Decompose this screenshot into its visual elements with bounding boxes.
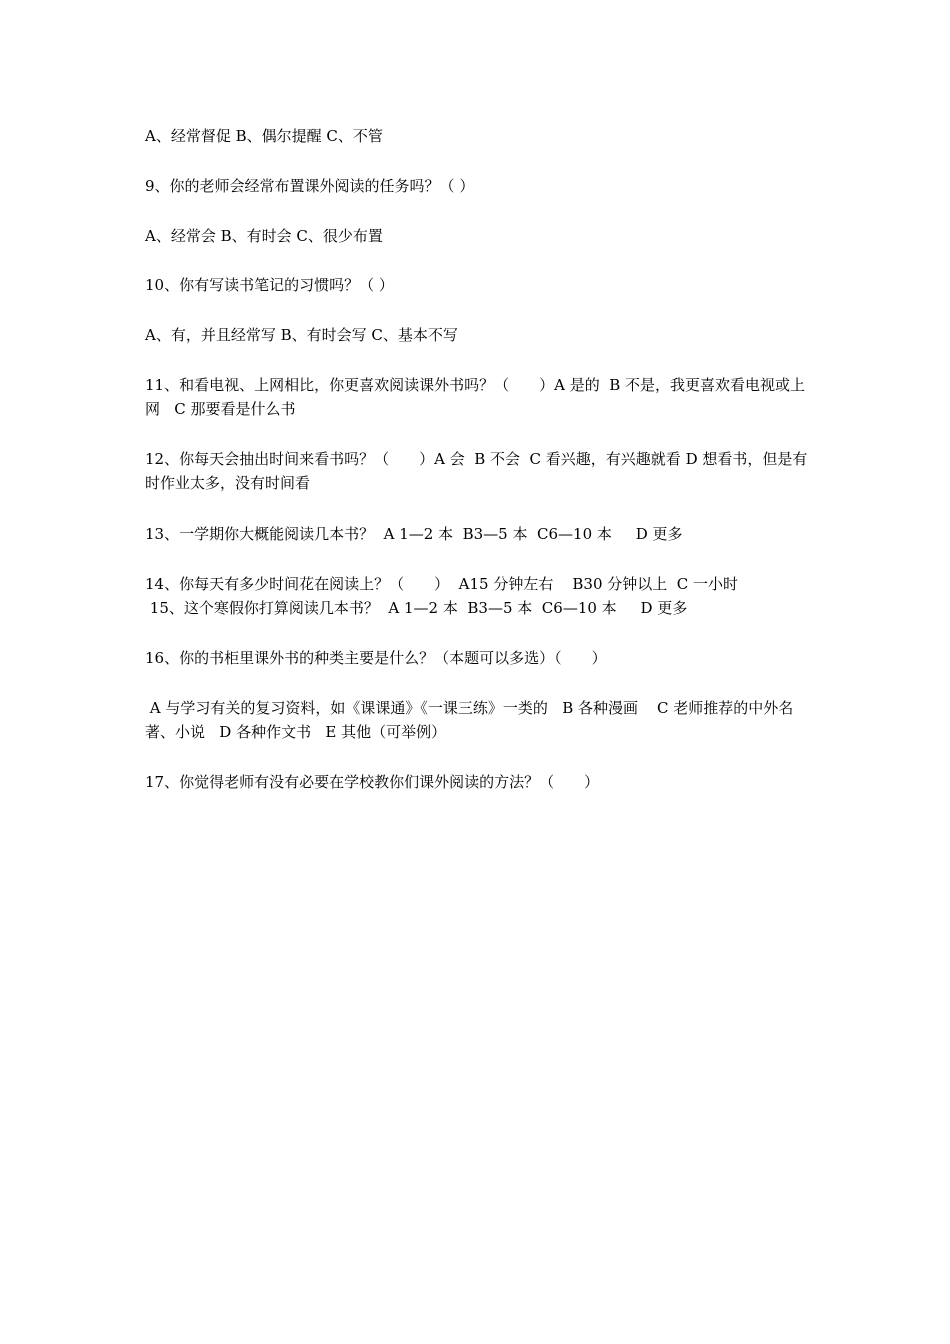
answer-options-line: A、经常督促 B、偶尔提醒 C、不管	[145, 127, 383, 145]
question-14: 14、你每天有多少时间花在阅读上？（ ） A15 分钟左右 B30 分钟以上 C 一小时	[145, 575, 739, 593]
answer-options-10: A、有，并且经常写 B、有时会写 C、基本不写	[145, 326, 458, 344]
answer-options-16: A 与学习有关的复习资料，如《课课通》《一课三练》一类的 B 各种漫画 C 老师推荐的中外名著、小说 D 各种作文书 E 其他（可举例）	[145, 699, 794, 741]
question-16: 16、你的书柜里课外书的种类主要是什么？（本题可以多选）（ ）	[145, 649, 607, 667]
question-9: 9、你的老师会经常布置课外阅读的任务吗？（ ）	[145, 177, 475, 195]
question-11: 11、和看电视、上网相比，你更喜欢阅读课外书吗？（ ）A 是的 B 不是，我更喜欢看电视或上网 C 那要看是什么书	[145, 376, 806, 418]
answer-options-9: A、经常会 B、有时会 C、很少布置	[145, 227, 383, 245]
question-17: 17、你觉得老师有没有必要在学校教你们课外阅读的方法？（ ）	[145, 773, 600, 791]
question-15: 15、这个寒假你打算阅读几本书？ A 1—2 本 B3—5 本 C6—10 本 D 更多	[145, 599, 688, 617]
question-12: 12、你每天会抽出时间来看书吗？（ ）A 会 B 不会 C 看兴趣，有兴趣就看 D 想看书，但是有时作业太多，没有时间看	[145, 450, 808, 492]
question-13: 13、一学期你大概能阅读几本书？ A 1—2 本 B3—5 本 C6—10 本 D 更多	[145, 525, 683, 543]
question-10: 10、你有写读书笔记的习惯吗？（ ）	[145, 276, 394, 294]
